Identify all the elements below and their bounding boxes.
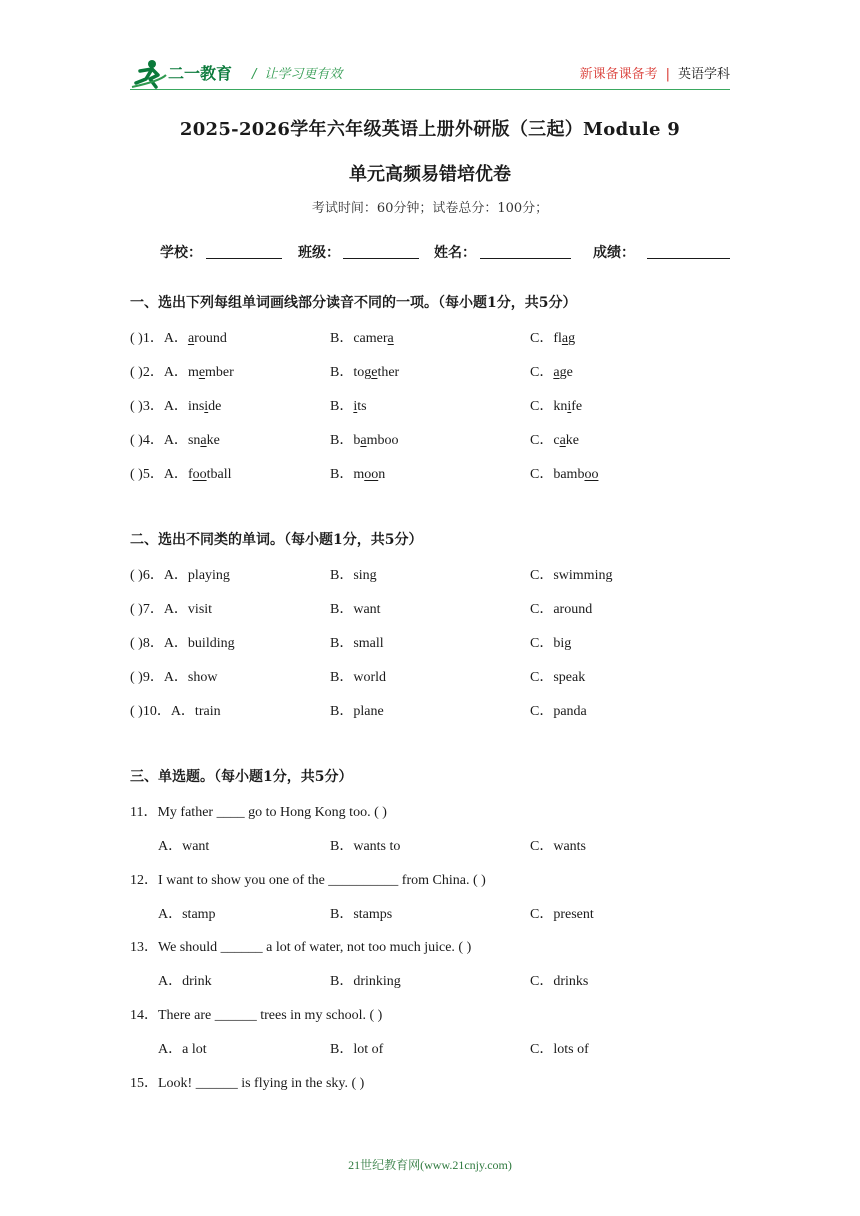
school-label: 学校：	[160, 245, 202, 261]
exam-meta: 考试时间：60分钟；试卷总分：100分；	[311, 201, 549, 216]
question-row: ( )2．A．member B．together C．age	[130, 365, 573, 380]
question-row: ( )4．A．snake B．bamboo C．cake	[130, 433, 579, 448]
option-c: C．present	[530, 907, 594, 922]
section3-heading: 三、单选题。（每小题1分，共5分）	[130, 769, 353, 785]
question-row: ( )7．A．visit B．want C．around	[130, 602, 593, 617]
question-text: 13．We should ______ a lot of water, not too much juice. ( )	[130, 940, 472, 955]
question-text: 14．There are ______ trees in my school. ( )	[130, 1008, 383, 1023]
class-blank	[343, 258, 419, 259]
slogan: / 让学习更有效	[252, 67, 343, 82]
question-row: ( )1．A．around B．camera C．flag	[130, 331, 576, 346]
question-row: ( )5．A．football B．moon C．bamboo	[130, 467, 599, 482]
option-b: B．lot of	[330, 1042, 384, 1057]
section2-heading: 二、选出不同类的单词。（每小题1分，共5分）	[130, 532, 423, 548]
score-blank	[647, 258, 730, 259]
page-footer: 21世纪教育网(www.21cnjy.com)	[348, 1158, 512, 1172]
question-row: ( )9．A．show B．world C．speak	[130, 670, 586, 685]
score-label: 成绩：	[593, 245, 635, 261]
name-label: 姓名：	[434, 245, 476, 261]
option-a: A．want	[158, 839, 210, 854]
name-blank	[480, 258, 571, 259]
section1-heading: 一、选出下列每组单词画线部分读音不同的一项。（每小题1分，共5分）	[130, 295, 577, 311]
question-text: 12．I want to show you one of the __________ from China. ( )	[130, 873, 486, 888]
question-row: ( )3．A．inside B．its C．knife	[130, 399, 583, 414]
header-divider	[130, 89, 730, 90]
option-a: A．a lot	[158, 1042, 207, 1057]
question-row: ( )8．A．building B．small C．big	[130, 636, 572, 651]
option-c: C．wants	[530, 839, 586, 854]
option-b: B．stamps	[330, 907, 393, 922]
question-text: 11．My father ____ go to Hong Kong too. ( )	[130, 805, 387, 820]
question-row: ( )6．A．playing B．sing C．swimming	[130, 568, 613, 583]
option-a: A．drink	[158, 974, 212, 989]
exam-title-line2: 单元高频易错培优卷	[349, 164, 511, 185]
option-c: C．drinks	[530, 974, 589, 989]
option-a: A．stamp	[158, 907, 216, 922]
exam-title-line1: 2025-2026学年六年级英语上册外研版（三起）Module 9	[179, 119, 681, 140]
school-blank	[206, 258, 282, 259]
logo-text: 二一教育	[168, 64, 233, 83]
class-label: 班级：	[298, 245, 340, 261]
question-row: ( )10．A．train B．plane C．panda	[130, 704, 587, 719]
option-b: B．drinking	[330, 974, 401, 989]
question-text: 15．Look! ______ is flying in the sky. ( )	[130, 1076, 365, 1091]
option-c: C．lots of	[530, 1042, 589, 1057]
option-b: B．wants to	[330, 839, 401, 854]
header-subject: 新课备课备考 | 英语学科	[579, 67, 730, 82]
page-header	[130, 55, 730, 91]
